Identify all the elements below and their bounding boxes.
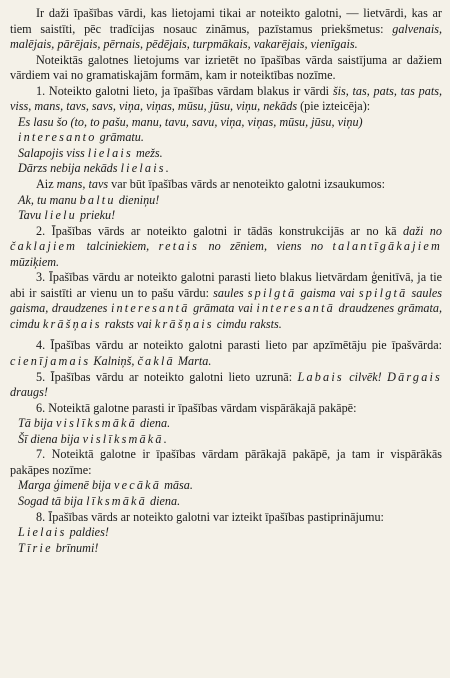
paragraph: Aiz mans, tavs var būt īpašības vārds ar nenoteikto galotni izsaukumos: <box>36 177 385 192</box>
example-line: Tavu lielu prieku! <box>18 208 116 223</box>
paragraph: 7. Noteiktā galotne ir īpašības vārdam pārākajā pakāpē, ja tam ir vispārākās pakāpes nozīme: <box>10 447 442 477</box>
paragraph: Ir daži īpašības vārdi, kas lietojami tikai ar noteikto galotni, — lietvārdi, kas ar tiem saistīti, pēc tradīcijas nosauc zināmus, pazīstamus priekšmetus: galvenais, malējais, pārējais, pērnais, pēdējais, turpmākais, vakarējais, vienīgais. <box>10 6 442 52</box>
paragraph: 4. Īpašības vārdu ar noteikto galotni parasti lieto par apzīmētāju pie īpašvārda: cienījamais Kalniņš, čaklā Marta. <box>10 338 442 369</box>
example-line: Ak, tu manu baltu dieniņu! <box>18 192 160 207</box>
paragraph: 8. Īpašības vārds ar noteikto galotni var izteikt īpašības pastiprinājumu: <box>36 509 384 524</box>
paragraph: 2. Īpašības vārds ar noteikto galotni ir tādās konstrukcijās ar no kā daži no čaklajiem talciniekiem, retais no zēniem, viens no talantīgākajiem mūziķiem. <box>10 223 442 269</box>
example-line: Sogad tā bija līksmākā diena. <box>18 493 181 508</box>
example-line: Lielais paldies! <box>18 525 109 540</box>
example-line: Dārzs nebija nekāds lielais. <box>18 161 169 176</box>
paragraph: 3. Īpašības vārdu ar noteikto galotni parasti lieto blakus lietvārdam ģenitīvā, ja tie abi ir saistīti ar vienu un to pašu vārdu: saules spilgtā gaisma vai spilgtā saules gaisma, draudzenes interesantā grāmata vai interesantā draudzenes grāmata, cimdu krāšņais raksts vai krāšņais cimdu raksts. <box>10 270 442 331</box>
paragraph: 5. Īpašības vārdu ar noteikto galotni lieto uzrunā: Labais cilvēk! Dārgais draugs! <box>10 369 442 400</box>
example-line: Tā bija vislīksmākā diena. <box>18 416 171 431</box>
example-line: Tīrie brīnumi! <box>18 540 99 555</box>
example-line: Salapojis viss lielais mežs. <box>18 145 163 160</box>
paragraph: 1. Noteikto galotni lieto, ja īpašības vārdam blakus ir vārdi šis, tas, pats, tas pats, viss, mans, tavs, savs, viņa, viņas, mūsu, jūsu, viņu, nekāds (pie izteicēja): <box>10 83 442 114</box>
paragraph: Noteiktās galotnes lietojums var izrietēt no īpašības vārda saistījuma ar dažiem vārdiem vai no gramatiskajām formām, kam ir noteiktības nozīme. <box>10 52 442 83</box>
example-line: Marga ģimenē bija vecākā māsa. <box>18 478 193 493</box>
paragraph: 6. Noteiktā galotne parasti ir īpašības vārdam vispārākajā pakāpē: <box>36 400 357 415</box>
example-line: Šī diena bija vislīksmākā. <box>18 431 167 446</box>
example-line: Es lasu šo (to, to pašu, manu, tavu, savu, viņa, viņas, mūsu, jūsu, viņu) interesanto grāmatu. <box>18 114 363 145</box>
